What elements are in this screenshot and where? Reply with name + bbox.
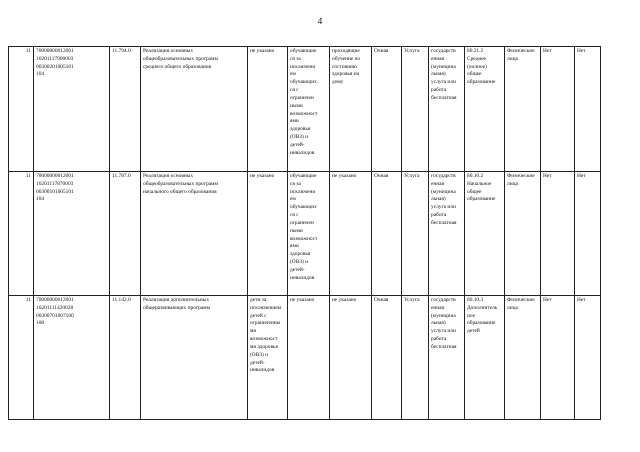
okved-code-cell <box>465 296 505 420</box>
content-3-line: дому <box>332 79 344 86</box>
service-kind-line: услуга или <box>431 328 456 335</box>
content-2-line: обучающие <box>290 48 317 54</box>
content-1-line: ми здоровья <box>250 343 278 350</box>
license-required-cell: Нет <box>541 172 575 296</box>
registry-code-cell <box>34 172 110 296</box>
service-id-cell: 11.794.0 <box>110 47 141 172</box>
service-kind-line: государств <box>431 173 456 179</box>
fee-flag-cell: Нет <box>575 172 601 296</box>
content-2-line: ями <box>290 243 299 250</box>
content-2-line: инвалидов <box>290 274 315 281</box>
fee-flag-cell: Нет <box>575 47 601 172</box>
service-kind-line: работа <box>431 212 447 219</box>
content-2-cell <box>288 172 330 296</box>
consumer-category-line: лица <box>507 304 518 311</box>
delivery-form-cell: Очная <box>372 172 402 296</box>
okved-code-line: Среднее <box>467 55 487 62</box>
okved-code-line: общее <box>467 71 482 78</box>
okved-code-line: ное <box>467 312 476 319</box>
delivery-form-cell: Очная <box>372 296 402 420</box>
service-kind-line: льная) <box>431 320 446 327</box>
content-2-line: возможност <box>290 110 318 117</box>
service-kind-line: бесплатная <box>431 343 457 350</box>
service-id-cell: 11.142.0 <box>110 296 141 420</box>
table-row <box>9 47 601 172</box>
okved-code-line: детей <box>467 328 480 335</box>
content-2-line: инвалидов <box>290 149 315 156</box>
registry-code-line: 00300101005101 <box>36 188 74 195</box>
okved-code-line: образование <box>467 79 496 86</box>
table-row <box>9 296 601 420</box>
delivery-form-cell: Очная <box>372 47 402 172</box>
okved-code-line: 80.10.3 <box>467 297 484 303</box>
page-number: 4 <box>317 16 323 26</box>
consumer-category-line: лица <box>507 180 518 187</box>
okved-code-line: Дополнитель <box>467 304 498 311</box>
registry-code-line: 70000000012001 <box>36 48 74 54</box>
content-2-line: исключени <box>290 188 316 195</box>
consumer-category-cell <box>505 296 541 420</box>
registry-code-line: 104 <box>36 71 45 78</box>
service-name-line: начального общего образования <box>143 188 217 195</box>
service-name-line: Реализация основных <box>143 173 194 179</box>
service-kind-line: енная <box>431 304 445 311</box>
registry-code-cell <box>34 47 110 172</box>
registry-code-cell <box>34 296 110 420</box>
row-number-cell: 11 <box>9 172 34 296</box>
registry-code-line: 104 <box>36 196 45 203</box>
consumer-category-cell <box>505 172 541 296</box>
registry-code-line: 70000000012001 <box>36 173 74 179</box>
consumer-category-cell <box>505 47 541 172</box>
content-1-line: (ОВЗ) и <box>250 351 269 358</box>
content-2-line: обучающих <box>290 79 317 86</box>
content-2-line: ными <box>290 227 303 234</box>
okved-code-cell <box>465 47 505 172</box>
service-kind-line: услуга или <box>431 79 456 86</box>
content-2-line: здоровья <box>290 251 311 258</box>
content-1-cell <box>248 296 288 420</box>
content-1-cell <box>248 172 288 296</box>
service-name-line: общеразвивающих программ <box>143 304 210 311</box>
content-2-line: ными <box>290 102 303 109</box>
consumer-category-line: лица <box>507 55 518 62</box>
service-kind-cell <box>429 47 465 172</box>
license-required-cell: Нет <box>541 296 575 420</box>
content-1-line: не указано <box>250 48 275 54</box>
service-kind-cell <box>429 296 465 420</box>
registry-code-line: 00300701007100 <box>36 312 74 319</box>
content-2-line: не указано <box>290 297 315 303</box>
service-name-cell <box>141 172 248 296</box>
consumer-category-line: Физические <box>507 297 535 303</box>
service-name-line: среднего общего образования <box>143 63 212 70</box>
service-kind-line: бесплатная <box>431 94 457 101</box>
content-3-cell <box>330 296 372 420</box>
service-type-cell: Услуга <box>402 296 429 420</box>
okved-code-line: 80.10.2 <box>467 173 484 179</box>
okved-code-line: образование <box>467 196 496 203</box>
row-number-cell: 11 <box>9 47 34 172</box>
content-1-line: возможност <box>250 336 278 343</box>
content-2-line: ограничен <box>290 94 314 101</box>
content-1-line: ограниченны <box>250 320 281 327</box>
content-3-line: не указано <box>332 297 357 303</box>
registry-code-line: 108 <box>36 320 45 327</box>
content-3-line: не указано <box>332 173 357 179</box>
services-registry-table <box>8 46 601 420</box>
content-1-cell <box>248 47 288 172</box>
service-kind-cell <box>429 172 465 296</box>
service-kind-line: льная) <box>431 196 446 203</box>
content-2-line: ями <box>290 118 299 125</box>
service-name-line: общеобразовательных программ <box>143 55 218 62</box>
content-1-line: детей с <box>250 312 267 319</box>
content-2-line: ся за <box>290 180 301 187</box>
service-kind-line: (муницина <box>431 188 456 195</box>
content-2-line: детей- <box>290 266 305 273</box>
registry-code-line: 16201117870003 <box>36 180 74 187</box>
service-name-line: Реализация основных <box>143 48 194 54</box>
consumer-category-line: Физические <box>507 48 535 54</box>
row-number-cell: 11 <box>9 296 34 420</box>
service-id-cell: 11.787.0 <box>110 172 141 296</box>
content-3-line: обучение по <box>332 55 361 62</box>
service-name-cell <box>141 296 248 420</box>
fee-flag-cell: Нет <box>575 296 601 420</box>
okved-code-line: (полное) <box>467 63 487 70</box>
content-3-line: здоровья на <box>332 71 359 78</box>
content-2-line: детей- <box>290 141 305 148</box>
content-1-line: не указано <box>250 173 275 179</box>
service-type-cell: Услуга <box>402 172 429 296</box>
content-2-line: здоровья <box>290 126 311 133</box>
okved-code-line: образование <box>467 320 496 327</box>
okved-code-line: общее <box>467 188 482 195</box>
table-row <box>9 172 601 296</box>
content-2-line: ся за <box>290 55 301 62</box>
content-2-line: (ОВЗ) и <box>290 134 309 141</box>
service-kind-line: государств <box>431 48 456 54</box>
okved-code-cell <box>465 172 505 296</box>
content-3-line: состоянию <box>332 63 357 70</box>
content-1-line: ми <box>250 328 257 335</box>
service-kind-line: енная <box>431 55 445 62</box>
service-kind-line: услуга или <box>431 204 456 211</box>
content-2-line: ся с <box>290 87 299 94</box>
content-2-line: ем <box>290 71 296 78</box>
service-kind-line: (муницина <box>431 312 456 319</box>
content-1-line: дети за <box>250 297 267 303</box>
content-2-cell <box>288 47 330 172</box>
content-2-line: исключени <box>290 63 316 70</box>
content-1-line: детей- <box>250 359 265 366</box>
content-1-line: инвалидов <box>250 367 275 374</box>
content-3-line: проходящие <box>332 48 360 54</box>
service-kind-line: енная <box>431 180 445 187</box>
service-name-cell <box>141 47 248 172</box>
service-name-line: Реализация дополнительных <box>143 297 210 303</box>
registry-code-line: 00300201005101 <box>36 63 74 70</box>
okved-code-line: Начальное <box>467 180 492 187</box>
content-2-cell <box>288 296 330 420</box>
service-type-cell: Услуга <box>402 47 429 172</box>
service-kind-line: (муницина <box>431 63 456 70</box>
content-2-line: ся с <box>290 212 299 219</box>
license-required-cell: Нет <box>541 47 575 172</box>
service-kind-line: работа <box>431 336 447 343</box>
registry-code-line: 70000000012001 <box>36 297 74 303</box>
content-3-cell <box>330 47 372 172</box>
service-kind-line: работа <box>431 87 447 94</box>
content-2-line: ем <box>290 196 296 203</box>
service-kind-line: льная) <box>431 71 446 78</box>
okved-code-line: 80.21.2 <box>467 48 484 54</box>
service-kind-line: государств <box>431 297 456 303</box>
content-2-line: (ОВЗ) и <box>290 259 309 266</box>
content-2-line: возможност <box>290 235 318 242</box>
content-2-line: ограничен <box>290 219 314 226</box>
service-kind-line: бесплатная <box>431 219 457 226</box>
service-name-line: общеобразовательных программ <box>143 180 218 187</box>
content-1-line: исключением <box>250 304 282 311</box>
content-3-cell <box>330 172 372 296</box>
consumer-category-line: Физические <box>507 173 535 179</box>
content-2-line: обучающих <box>290 204 317 211</box>
content-2-line: обучающие <box>290 173 317 179</box>
registry-code-line: 16201117900003 <box>36 55 74 62</box>
registry-code-line: 16201111420028 <box>36 304 74 311</box>
